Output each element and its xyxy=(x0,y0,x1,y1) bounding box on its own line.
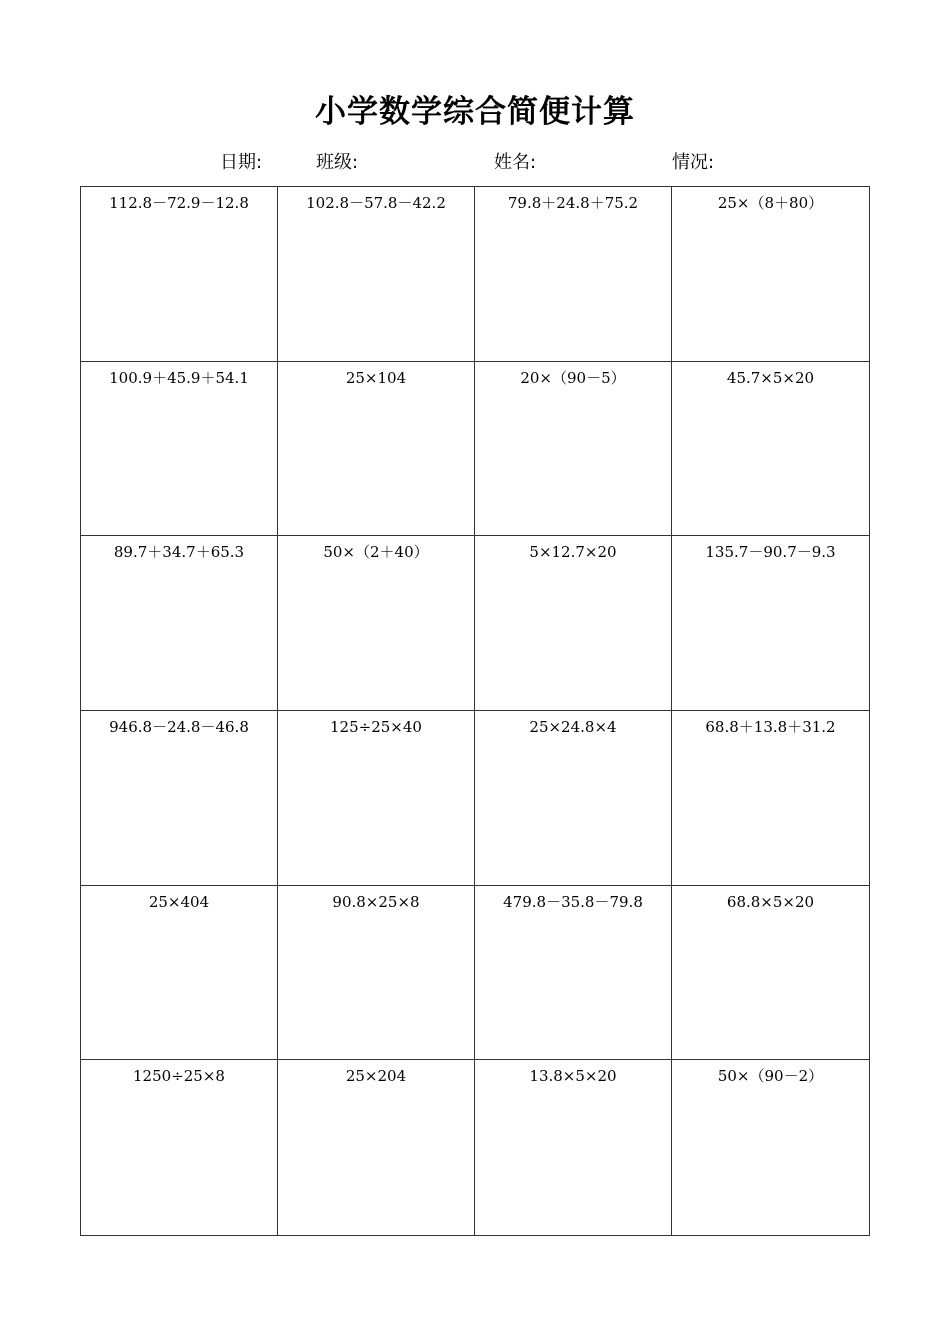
student-info-row xyxy=(0,150,950,176)
problem-grid xyxy=(80,186,870,1236)
problem-cell: 135.7－90.7－9.3 xyxy=(672,536,869,711)
problem-cell: 25×（8＋80） xyxy=(672,187,869,362)
problem-cell: 112.8－72.9－12.8 xyxy=(81,187,278,362)
problem-cell: 20×（90－5） xyxy=(475,362,672,537)
problem-cell: 5×12.7×20 xyxy=(475,536,672,711)
problem-cell: 102.8－57.8－42.2 xyxy=(278,187,475,362)
date-field: 日期: xyxy=(220,152,263,173)
problem-cell: 946.8－24.8－46.8 xyxy=(81,711,278,886)
problem-cell: 90.8×25×8 xyxy=(278,886,475,1061)
problem-cell: 25×404 xyxy=(81,886,278,1061)
problem-cell: 100.9＋45.9＋54.1 xyxy=(81,362,278,537)
problem-cell: 479.8－35.8－79.8 xyxy=(475,886,672,1061)
problem-cell: 25×204 xyxy=(278,1060,475,1235)
problem-cell: 45.7×5×20 xyxy=(672,362,869,537)
problem-cell: 79.8＋24.8＋75.2 xyxy=(475,187,672,362)
problem-cell: 125÷25×40 xyxy=(278,711,475,886)
problem-cell: 13.8×5×20 xyxy=(475,1060,672,1235)
class-field: 班级: xyxy=(316,152,359,173)
problem-cell: 68.8＋13.8＋31.2 xyxy=(672,711,869,886)
name-field: 姓名: xyxy=(494,152,537,173)
problem-cell: 50×（2＋40） xyxy=(278,536,475,711)
problem-cell: 25×24.8×4 xyxy=(475,711,672,886)
problem-cell: 50×（90－2） xyxy=(717,1067,824,1086)
problem-cell: 25×104 xyxy=(278,362,475,537)
problem-cell: 1250÷25×8 xyxy=(81,1060,278,1235)
status-field: 情况: xyxy=(672,152,715,173)
page-title: 小学数学综合简便计算 xyxy=(315,94,635,130)
problem-cell: 89.7＋34.7＋65.3 xyxy=(81,536,278,711)
problem-cell: 68.8×5×20 xyxy=(672,886,869,1061)
